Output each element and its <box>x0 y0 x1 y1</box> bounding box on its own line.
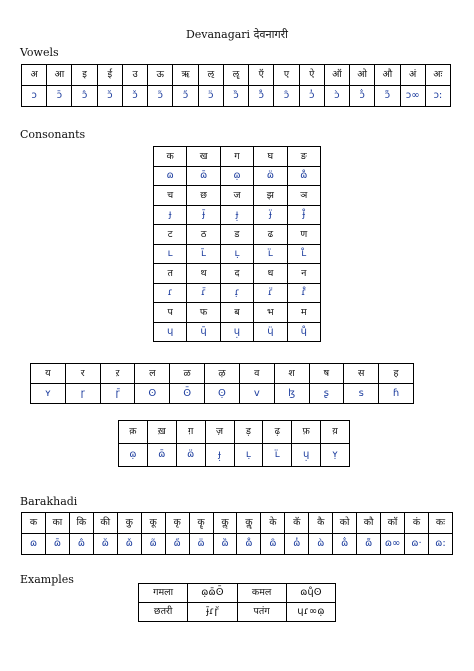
consonant-cell: ब <box>220 303 253 323</box>
vowel-cell: आ <box>47 65 72 86</box>
consonant-cell: ङ <box>287 147 320 167</box>
barakhadi-cell: कः <box>428 513 452 534</box>
barakhadi-symbol-cell: ɷ̌ <box>117 534 141 555</box>
consonant-symbol-cell: ʟ̄ <box>187 244 220 264</box>
semivowel-symbol-cell: ꜱ <box>344 384 379 404</box>
consonant-symbol-row <box>154 166 321 186</box>
consonant-cell: झ <box>254 186 287 206</box>
semivowel-symbol-cell: ɼ̄ <box>100 384 135 404</box>
vowel-symbol-cell: ɔ̐ <box>350 86 375 107</box>
vowel-symbol-row <box>22 86 451 107</box>
barakhadi-cell: कै <box>309 513 333 534</box>
consonant-symbol-row <box>154 283 321 303</box>
vowel-cell: ऌ <box>198 65 223 86</box>
barakhadi-cell: कु <box>117 513 141 534</box>
semivowel-cell: ल <box>135 364 170 384</box>
consonant-row <box>154 264 321 284</box>
barakhadi-cell: का <box>45 513 69 534</box>
semivowel-symbol-cell: ɮ <box>274 384 309 404</box>
nukta-symbol-cell: ʏ̣ <box>321 444 350 467</box>
consonant-symbol-cell: ɟ̊ <box>287 205 320 225</box>
consonant-cell: म <box>287 303 320 323</box>
vowel-symbol-cell: ɔ̓ <box>299 86 324 107</box>
consonant-symbol-cell: ɷ̊ <box>287 166 320 186</box>
semivowel-symbol-cell: ʏ <box>31 384 66 404</box>
semivowel-symbol-cell: ɦ <box>379 384 414 404</box>
nukta-symbol-row <box>119 444 350 467</box>
vowel-symbol-cell: ɔ̑ <box>274 86 299 107</box>
barakhadi-symbol-cell: ɷ̏ <box>213 534 237 555</box>
semivowel-cell: ऴ <box>205 364 240 384</box>
consonant-cell: ट <box>154 225 187 245</box>
nukta-symbol-cell: ɟ̣ <box>205 444 234 467</box>
consonant-cell: त <box>154 264 187 284</box>
semivowel-symbol-cell: ʘ̄ <box>170 384 205 404</box>
semivowel-cell: ळ <box>170 364 205 384</box>
vowel-cell: ऋ <box>173 65 198 86</box>
vowel-cell: औ <box>375 65 400 86</box>
semivowel-cell: स <box>344 364 379 384</box>
barakhadi-cell: कू <box>141 513 165 534</box>
consonant-row <box>154 225 321 245</box>
semivowel-symbol-row <box>31 384 414 404</box>
barakhadi-cell: कौ <box>357 513 381 534</box>
consonant-cell: फ <box>187 303 220 323</box>
barakhadi-table <box>21 512 453 555</box>
consonant-cell: ग <box>220 147 253 167</box>
example-word: गमला <box>139 584 188 603</box>
barakhadi-symbol-cell: ɷ̐ <box>333 534 357 555</box>
section-heading-examples: Examples <box>20 573 74 586</box>
vowel-symbol-cell: ɔ̂ <box>72 86 97 107</box>
barakhadi-cell: कॄ <box>189 513 213 534</box>
semivowel-cell: ह <box>379 364 414 384</box>
consonant-symbol-cell: ɷ̄ <box>187 166 220 186</box>
barakhadi-cell: क <box>22 513 46 534</box>
consonant-cell: च <box>154 186 187 206</box>
vowel-symbol-cell: ɔ∞ <box>400 86 425 107</box>
semivowel-row <box>31 364 414 384</box>
consonant-symbol-cell: ɾ̣ <box>220 283 253 303</box>
barakhadi-cell: कॅ <box>285 513 309 534</box>
barakhadi-cell: कॢ <box>213 513 237 534</box>
consonant-symbol-cell: ɷ <box>154 166 187 186</box>
vowel-symbol-cell: ɔ̆ <box>97 86 122 107</box>
barakhadi-cell: कृ <box>165 513 189 534</box>
consonant-cell: ढ <box>254 225 287 245</box>
semivowels-table <box>30 363 414 404</box>
vowel-symbol-cell: ɔ̀ <box>324 86 349 107</box>
consonant-symbol-cell: ɾ̈ <box>254 283 287 303</box>
nukta-symbol-cell: ʟ̈ <box>263 444 292 467</box>
semivowel-cell: ऱ <box>100 364 135 384</box>
section-heading-vowels: Vowels <box>20 46 59 59</box>
vowel-cell: इ <box>72 65 97 86</box>
vowel-cell: ऍ <box>249 65 274 86</box>
consonant-cell: ध <box>254 264 287 284</box>
consonant-cell: न <box>287 264 320 284</box>
barakhadi-symbol-cell: ɷ̊ <box>237 534 261 555</box>
semivowel-symbol-cell: ᴠ <box>239 384 274 404</box>
barakhadi-symbol-cell: ɷ̋ <box>165 534 189 555</box>
consonant-cell: छ <box>187 186 220 206</box>
semivowel-cell: ष <box>309 364 344 384</box>
example-transcription: ɷɥ̊ʘ <box>286 584 335 603</box>
nukta-cell: ढ़ <box>263 421 292 444</box>
consonant-cell: ठ <box>187 225 220 245</box>
semivowel-cell: र <box>65 364 100 384</box>
nukta-cell: ख़ <box>147 421 176 444</box>
barakhadi-symbol-cell: ɷ̓ <box>285 534 309 555</box>
vowel-cell: ए <box>274 65 299 86</box>
section-heading-barakhadi: Barakhadi <box>20 495 78 508</box>
consonant-symbol-cell: ʟ̊ <box>287 244 320 264</box>
consonant-cell: थ <box>187 264 220 284</box>
vowel-symbol-cell: ɔ <box>22 86 47 107</box>
consonant-symbol-cell: ɟ̈ <box>254 205 287 225</box>
vowel-symbol-cell: ɔ̏ <box>223 86 248 107</box>
consonant-row <box>154 186 321 206</box>
consonant-row <box>154 147 321 167</box>
nukta-symbol-cell: ɷ̈ <box>176 444 205 467</box>
semivowel-cell: श <box>274 364 309 384</box>
vowel-cell: अ <box>22 65 47 86</box>
nukta-cell: फ़ <box>292 421 321 444</box>
barakhadi-symbol-cell: ɷ̈ <box>189 534 213 555</box>
consonant-symbol-cell: ɥ̈ <box>254 322 287 342</box>
consonant-symbol-cell: ɥ̣ <box>220 322 253 342</box>
consonant-symbol-cell: ɥ̊ <box>287 322 320 342</box>
vowels-table <box>21 64 451 107</box>
example-word: कमल <box>237 584 286 603</box>
barakhadi-symbol-cell: ɷ∞ <box>381 534 405 555</box>
consonant-cell: ञ <box>287 186 320 206</box>
vowel-symbol-cell: ɔ̃ <box>148 86 173 107</box>
nukta-symbol-cell: ɷ̄ <box>147 444 176 467</box>
consonant-symbol-cell: ɥ <box>154 322 187 342</box>
page-title: Devanagari देवनागरी <box>185 28 289 41</box>
consonant-symbol-cell: ɾ̄ <box>187 283 220 303</box>
nukta-cell: ज़ <box>205 421 234 444</box>
nukta-symbol-cell: ɥ̣ <box>292 444 321 467</box>
example-row <box>139 584 336 603</box>
vowel-symbol-cell: ɔ: <box>425 86 450 107</box>
consonant-cell: ण <box>287 225 320 245</box>
barakhadi-symbol-cell: ɷ̄ <box>45 534 69 555</box>
vowel-symbol-cell: ɔ̈ <box>198 86 223 107</box>
barakhadi-cell: कि <box>69 513 93 534</box>
example-transcription: ɷ̣ɷ̄ʘ̄ <box>188 584 237 603</box>
barakhadi-cell: कॉ <box>381 513 405 534</box>
barakhadi-symbol-cell: ɷ̂ <box>69 534 93 555</box>
vowel-cell: उ <box>122 65 147 86</box>
barakhadi-symbol-cell: ɷ· <box>405 534 429 555</box>
examples-table <box>138 583 336 622</box>
barakhadi-row <box>22 513 453 534</box>
semivowel-symbol-cell: ʂ <box>309 384 344 404</box>
example-row <box>139 603 336 622</box>
barakhadi-symbol-cell: ɷ̄̃ <box>357 534 381 555</box>
consonant-symbol-cell: ɥ̄ <box>187 322 220 342</box>
barakhadi-symbol-cell: ɷ̀ <box>309 534 333 555</box>
consonant-symbol-cell: ɷ̈ <box>254 166 287 186</box>
barakhadi-cell: के <box>261 513 285 534</box>
consonant-symbol-cell: ɟ <box>154 205 187 225</box>
barakhadi-symbol-cell: ɷ: <box>428 534 452 555</box>
nukta-cell: ड़ <box>234 421 263 444</box>
semivowel-cell: व <box>239 364 274 384</box>
semivowel-symbol-cell: ɼ <box>65 384 100 404</box>
vowel-cell: ओ <box>350 65 375 86</box>
consonant-cell: घ <box>254 147 287 167</box>
vowel-symbol-cell: ɔ̊ <box>249 86 274 107</box>
nukta-symbol-cell: ɷ̣ <box>119 444 148 467</box>
barakhadi-cell: कं <box>405 513 429 534</box>
vowel-symbol-cell: ɔ̄̃ <box>375 86 400 107</box>
vowel-cell: ऊ <box>148 65 173 86</box>
vowel-cell: अः <box>425 65 450 86</box>
nukta-cell: क़ <box>119 421 148 444</box>
consonant-symbol-row <box>154 205 321 225</box>
barakhadi-symbol-cell: ɷ <box>22 534 46 555</box>
vowel-symbol-cell: ɔ̋ <box>173 86 198 107</box>
semivowel-cell: य <box>31 364 66 384</box>
consonant-symbol-cell: ɾ̊ <box>287 283 320 303</box>
consonant-cell: द <box>220 264 253 284</box>
vowel-cell: ऑ <box>324 65 349 86</box>
example-word: पतंग <box>237 603 286 622</box>
example-word: छतरी <box>139 603 188 622</box>
vowel-cell: अं <box>400 65 425 86</box>
consonant-symbol-cell: ʟ̈ <box>254 244 287 264</box>
consonant-symbol-cell: ɟ̣ <box>220 205 253 225</box>
nukta-cell: य़ <box>321 421 350 444</box>
vowel-row <box>22 65 451 86</box>
barakhadi-cell: को <box>333 513 357 534</box>
vowel-symbol-cell: ɔ̌ <box>122 86 147 107</box>
consonant-cell: ज <box>220 186 253 206</box>
consonant-symbol-cell: ɷ̣ <box>220 166 253 186</box>
barakhadi-cell: कॣ <box>237 513 261 534</box>
barakhadi-cell: की <box>93 513 117 534</box>
nukta-cell: ग़ <box>176 421 205 444</box>
nukta-symbol-cell: ʟ̣ <box>234 444 263 467</box>
vowel-cell: ॡ <box>223 65 248 86</box>
nukta-row <box>119 421 350 444</box>
vowel-cell: ई <box>97 65 122 86</box>
consonant-cell: भ <box>254 303 287 323</box>
consonant-symbol-cell: ʟ̣ <box>220 244 253 264</box>
semivowel-symbol-cell: ʘ̣ <box>205 384 240 404</box>
semivowel-symbol-cell: ʘ <box>135 384 170 404</box>
consonant-symbol-cell: ɟ̄ <box>187 205 220 225</box>
barakhadi-symbol-cell: ɷ̆ <box>93 534 117 555</box>
barakhadi-symbol-cell: ɷ̑ <box>261 534 285 555</box>
example-transcription: ɥɾ∞ɷ̣ <box>286 603 335 622</box>
example-transcription: ɟ̄ɾɼ̆ <box>188 603 237 622</box>
vowel-symbol-cell: ɔ̄ <box>47 86 72 107</box>
section-heading-consonants: Consonants <box>20 128 86 141</box>
barakhadi-symbol-row <box>22 534 453 555</box>
vowel-cell: ऐ <box>299 65 324 86</box>
consonant-cell: ख <box>187 147 220 167</box>
consonant-cell: क <box>154 147 187 167</box>
consonant-cell: ड <box>220 225 253 245</box>
nukta-consonants-table <box>118 420 350 467</box>
consonant-cell: प <box>154 303 187 323</box>
barakhadi-symbol-cell: ɷ̃ <box>141 534 165 555</box>
consonant-symbol-row <box>154 322 321 342</box>
consonants-table <box>153 146 321 342</box>
consonant-symbol-cell: ʟ <box>154 244 187 264</box>
consonant-symbol-row <box>154 244 321 264</box>
consonant-symbol-cell: ɾ <box>154 283 187 303</box>
consonant-row <box>154 303 321 323</box>
